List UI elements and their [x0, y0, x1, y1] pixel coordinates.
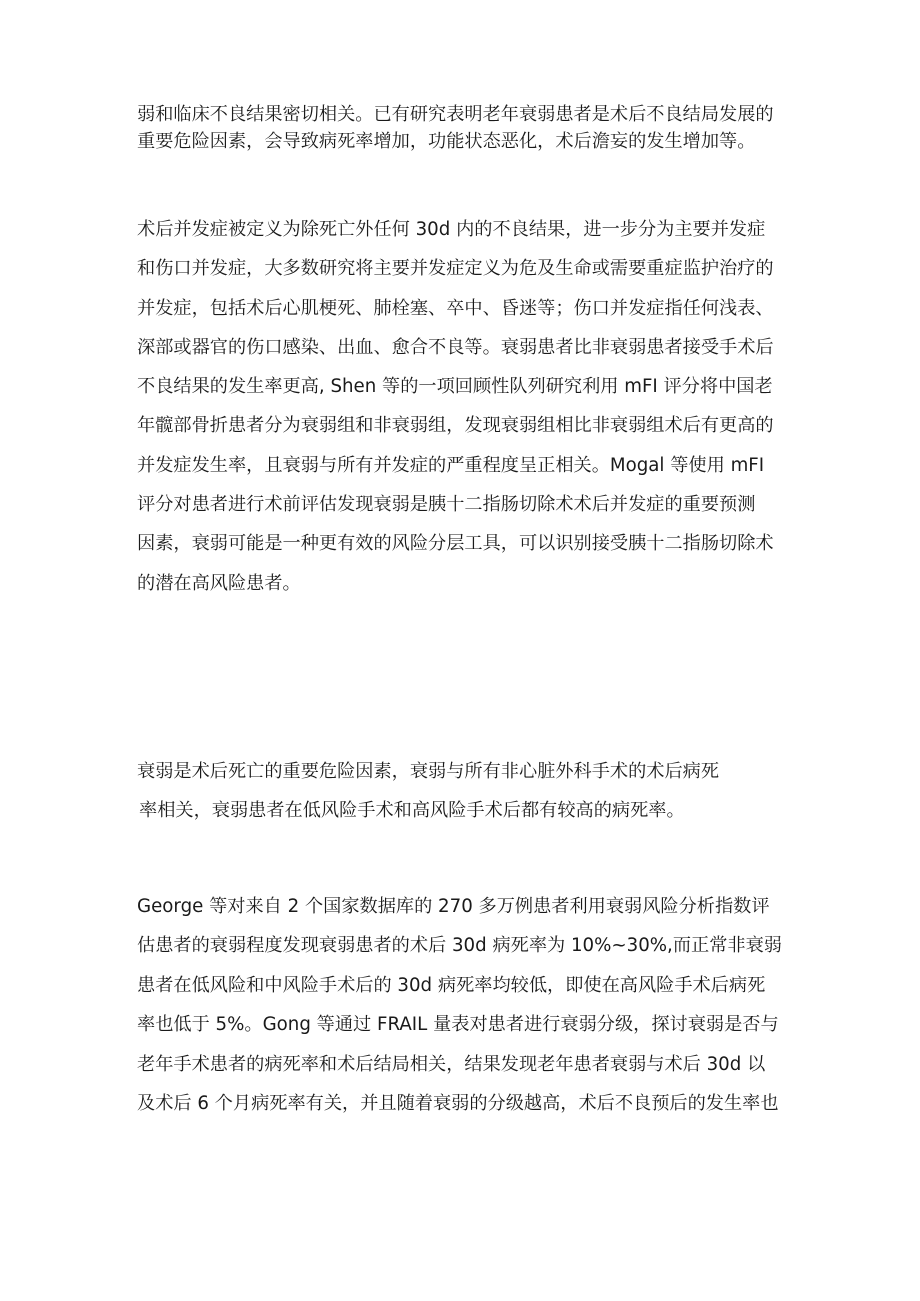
text-line: 衰弱是术后死亡的重要危险因素，衰弱与所有非心脏外科手术的术后病死 — [137, 761, 720, 782]
text-line: 重要危险因素，会导致病死率增加，功能状态恶化，术后澹妄的发生增加等。 — [137, 131, 756, 152]
text-line: 的潜在高风险患者。 — [137, 572, 301, 594]
paragraph-mortality-studies — [137, 887, 797, 1123]
text-line: 评分对患者进行术前评估发现衰弱是胰十二指肠切除术术后并发症的重要预测 — [137, 494, 756, 516]
text-line: 和伤口并发症，大多数研究将主要并发症定义为危及生命或需要重症监护治疗的 — [137, 258, 774, 280]
text-line: 弱和临床不良结果密切相关。已有研究表明老年衰弱患者是术后不良结局发展的 — [137, 104, 774, 125]
text-line: 及术后 6 个月病死率有关，并且随着衰弱的分级越高，术后不良预后的发生率也 — [137, 1093, 779, 1115]
text-line: George 等对来自 2 个国家数据库的 270 多万例患者利用衰弱风险分析指数评 — [137, 896, 770, 917]
text-line: 年髋部骨折患者分为衰弱组和非衰弱组，发现衰弱组相比非衰弱组术后有更高的 — [137, 415, 774, 437]
text-line: 不良结果的发生率更高, Shen 等的一项回顾性队列研究利用 mFI 评分将中国老 — [137, 376, 773, 398]
text-line: 并发症发生率，且衰弱与所有并发症的严重程度呈正相关。Mogal 等使用 mFI — [137, 454, 765, 476]
text-line: 估患者的衰弱程度发现衰弱患者的术后 30d 病死率为 10%~30%,而正常非衰弱 — [137, 935, 782, 957]
text-line: 老年手术患者的病死率和术后结局相关，结果发现老年患者衰弱与术后 30d 以 — [137, 1053, 766, 1075]
paragraph-complications — [137, 210, 797, 603]
text-line: 术后并发症被定义为除死亡外任何 30d 内的不良结果，进一步分为主要并发症 — [137, 219, 766, 240]
paragraph-frailty-outcomes — [137, 101, 797, 155]
paragraph-mortality-risk — [137, 752, 797, 830]
text-line: 深部或器官的伤口感染、出血、愈合不良等。衰弱患者比非衰弱患者接受手术后 — [137, 336, 774, 358]
text-line: 因素，衰弱可能是一种更有效的风险分层工具，可以识别接受胰十二指肠切除术 — [137, 533, 774, 555]
text-line: 并发症，包括术后心肌梗死、肺栓塞、卒中、昏迷等；伤口并发症指任何浅表、 — [137, 297, 774, 319]
text-line: 率也低于 5%。Gong 等通过 FRAIL 量表对患者进行衰弱分级，探讨衰弱是否与 — [137, 1014, 779, 1036]
text-line: 率相关，衰弱患者在低风险手术和高风险手术后都有较高的病死率。 — [139, 800, 685, 821]
text-line: 患者在低风险和中风险手术后的 30d 病死率均较低，即使在高风险手术后病死 — [137, 974, 766, 996]
